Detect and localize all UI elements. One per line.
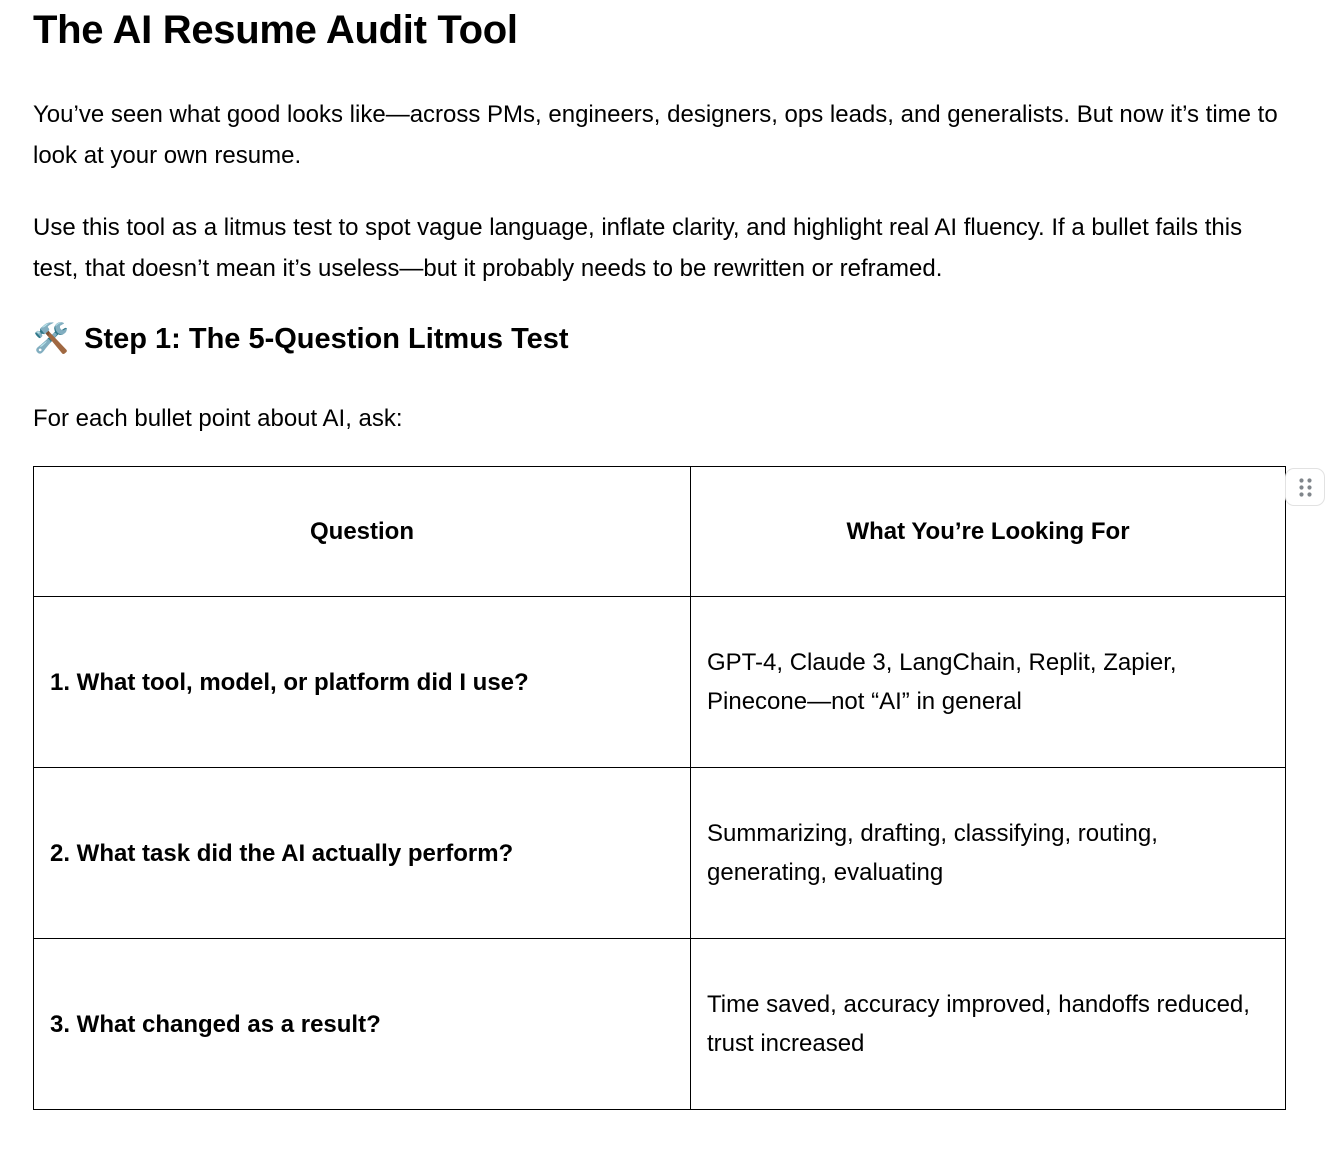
step1-heading-text: Step 1: The 5-Question Litmus Test <box>84 323 569 355</box>
step1-heading <box>33 322 1285 357</box>
question-cell-2: 2. What task did the AI actually perform? <box>34 768 691 939</box>
table-row <box>34 939 1286 1110</box>
drag-dots-icon <box>1298 477 1313 498</box>
answer-cell-3: Time saved, accuracy improved, handoffs reduced, trust increased <box>691 939 1286 1110</box>
column-header-looking-for: What You’re Looking For <box>691 467 1286 597</box>
answer-cell-2: Summarizing, drafting, classifying, routing, generating, evaluating <box>691 768 1286 939</box>
question-cell-3: 3. What changed as a result? <box>34 939 691 1110</box>
step1-intro-text: For each bullet point about AI, ask: <box>33 405 403 432</box>
litmus-test-table <box>33 466 1286 1110</box>
answer-cell-1: GPT-4, Claude 3, LangChain, Replit, Zapier, Pinecone—not “AI” in general <box>691 597 1286 768</box>
hammer-and-wrench-emoji-icon: 🛠️ <box>33 323 70 355</box>
table-row <box>34 597 1286 768</box>
table-row <box>34 768 1286 939</box>
table-drag-handle[interactable] <box>1285 468 1325 506</box>
page-title: The AI Resume Audit Tool <box>33 8 518 52</box>
column-header-question: Question <box>34 467 691 597</box>
intro-paragraph-1: You’ve seen what good looks like—across PMs, engineers, designers, ops leads, and generalists. But now it’s time to look at your own resume. <box>33 101 1278 169</box>
question-cell-1: 1. What tool, model, or platform did I use? <box>34 597 691 768</box>
table-header-row <box>34 467 1286 597</box>
intro-paragraph-2: Use this tool as a litmus test to spot vague language, inflate clarity, and highlight real AI fluency. If a bullet fails this test, that doesn’t mean it’s useless—but it probably needs to be rewritten or reframed. <box>33 214 1243 282</box>
